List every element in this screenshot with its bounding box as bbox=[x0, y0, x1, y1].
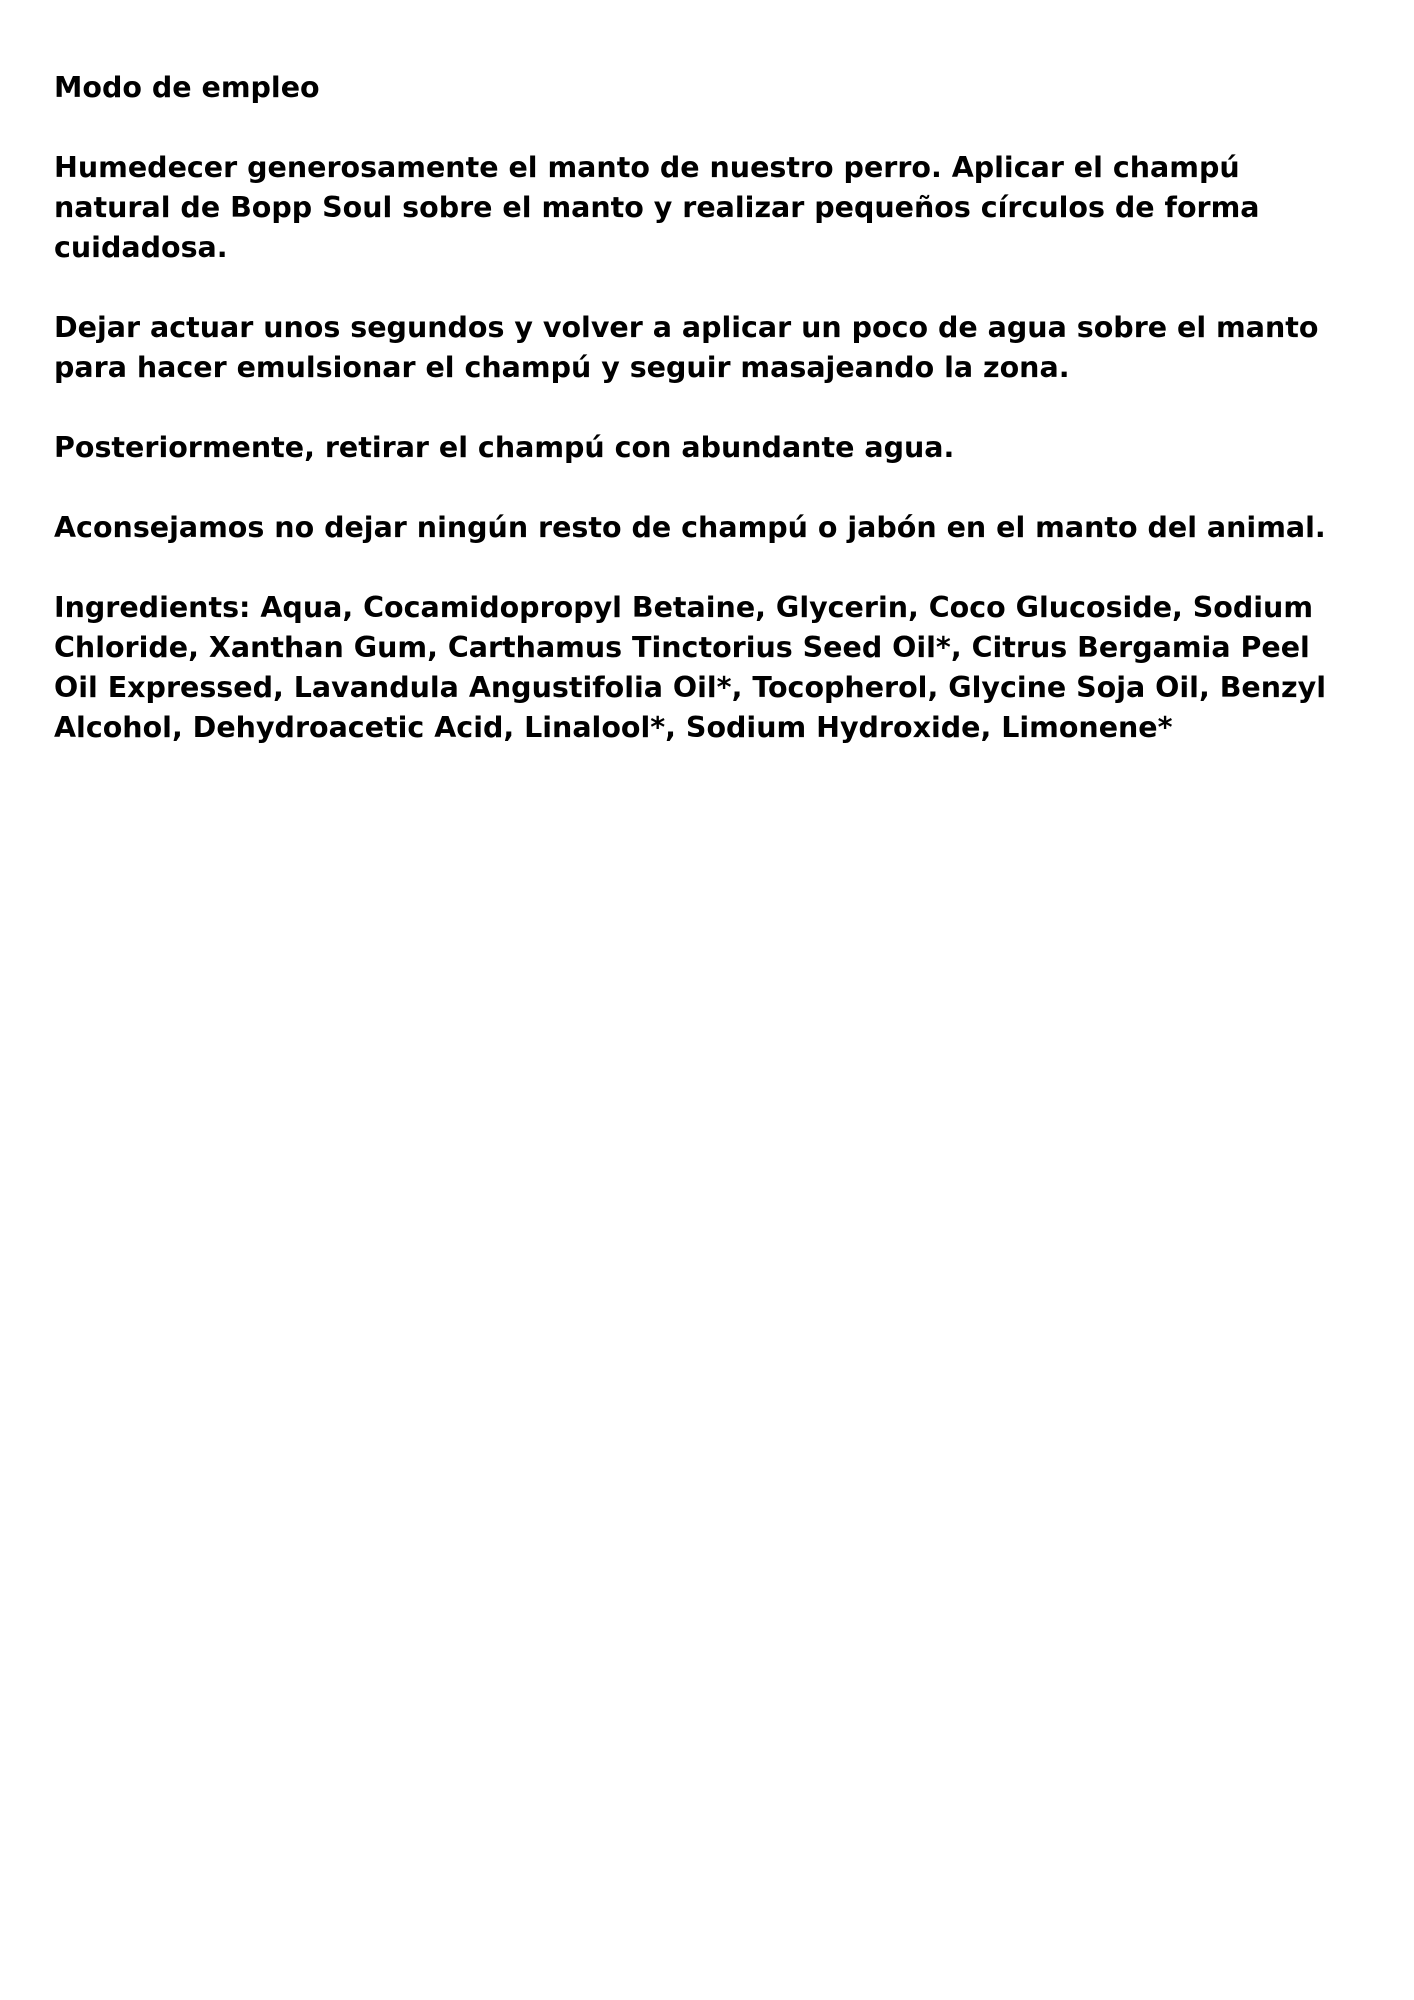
instruction-paragraph-rinse: Posteriormente, retirar el champú con abundante agua. bbox=[54, 431, 955, 464]
ingredients-paragraph: Ingredients: Aqua, Cocamidopropyl Betaine, Glycerin, Coco Glucoside, Sodium Chloride, Xanthan Gum, Carthamus Tinctorius Seed Oil*, Citrus Bergamia Peel Oil Expressed, Lavandula Angustifolia Oil*, Tocopherol, Glycine Soja Oil, Benzyl Alcohol, Dehydroacetic Acid, Linalool*, Sodium Hydroxide, Limonene* bbox=[54, 591, 1326, 744]
page-title: Modo de empleo bbox=[54, 71, 320, 104]
instruction-paragraph-apply: Humedecer generosamente el manto de nuestro perro. Aplicar el champú natural de Bopp Soul sobre el manto y realizar pequeños círculos de forma cuidadosa. bbox=[54, 151, 1260, 264]
instruction-paragraph-advice: Aconsejamos no dejar ningún resto de champú o jabón en el manto del animal. bbox=[54, 511, 1326, 544]
instruction-paragraph-emulsify: Dejar actuar unos segundos y volver a aplicar un poco de agua sobre el manto para hacer emulsionar el champú y seguir masajeando la zona. bbox=[54, 311, 1319, 384]
document-page bbox=[54, 68, 1354, 748]
